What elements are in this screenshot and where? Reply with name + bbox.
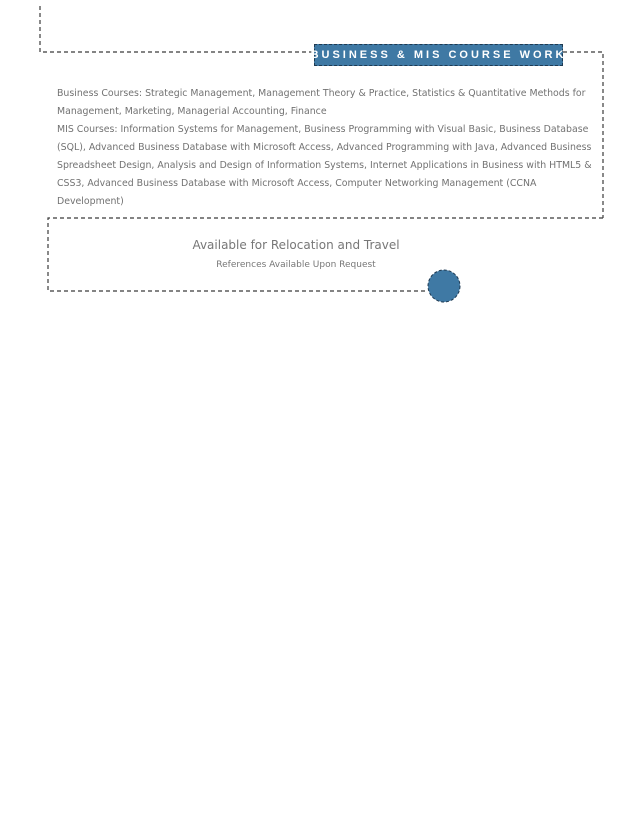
section-title-badge — [310, 44, 567, 66]
course-list — [57, 85, 602, 211]
mis-courses: MIS Courses: Information Systems for Management, Business Programming with Visual Basic, Business Database (SQL), Advanced Business Database with Microsoft Access, Advanced Programming with Java, Advanced Business Spreadsheet Design, Analysis and Design of Information Systems, Internet Applications in Business with HTML5 & CSS3, Advanced Business Database with Microsoft Access, Computer Networking Management (CCNA Development) — [57, 124, 592, 207]
relocation-note: Available for Relocation and Travel — [192, 238, 400, 252]
accent-circle — [428, 270, 460, 302]
references-note: References Available Upon Request — [216, 260, 376, 270]
top-left-dashed-line — [40, 6, 314, 52]
middle-dashed-line — [48, 218, 603, 291]
section-title: BUSINESS & MIS COURSE WORK — [310, 49, 567, 61]
business-courses: Business Courses: Strategic Management, Management Theory & Practice, Statistics & Quantitative Methods for Management, Marketing, Managerial Accounting, Finance — [57, 88, 586, 117]
